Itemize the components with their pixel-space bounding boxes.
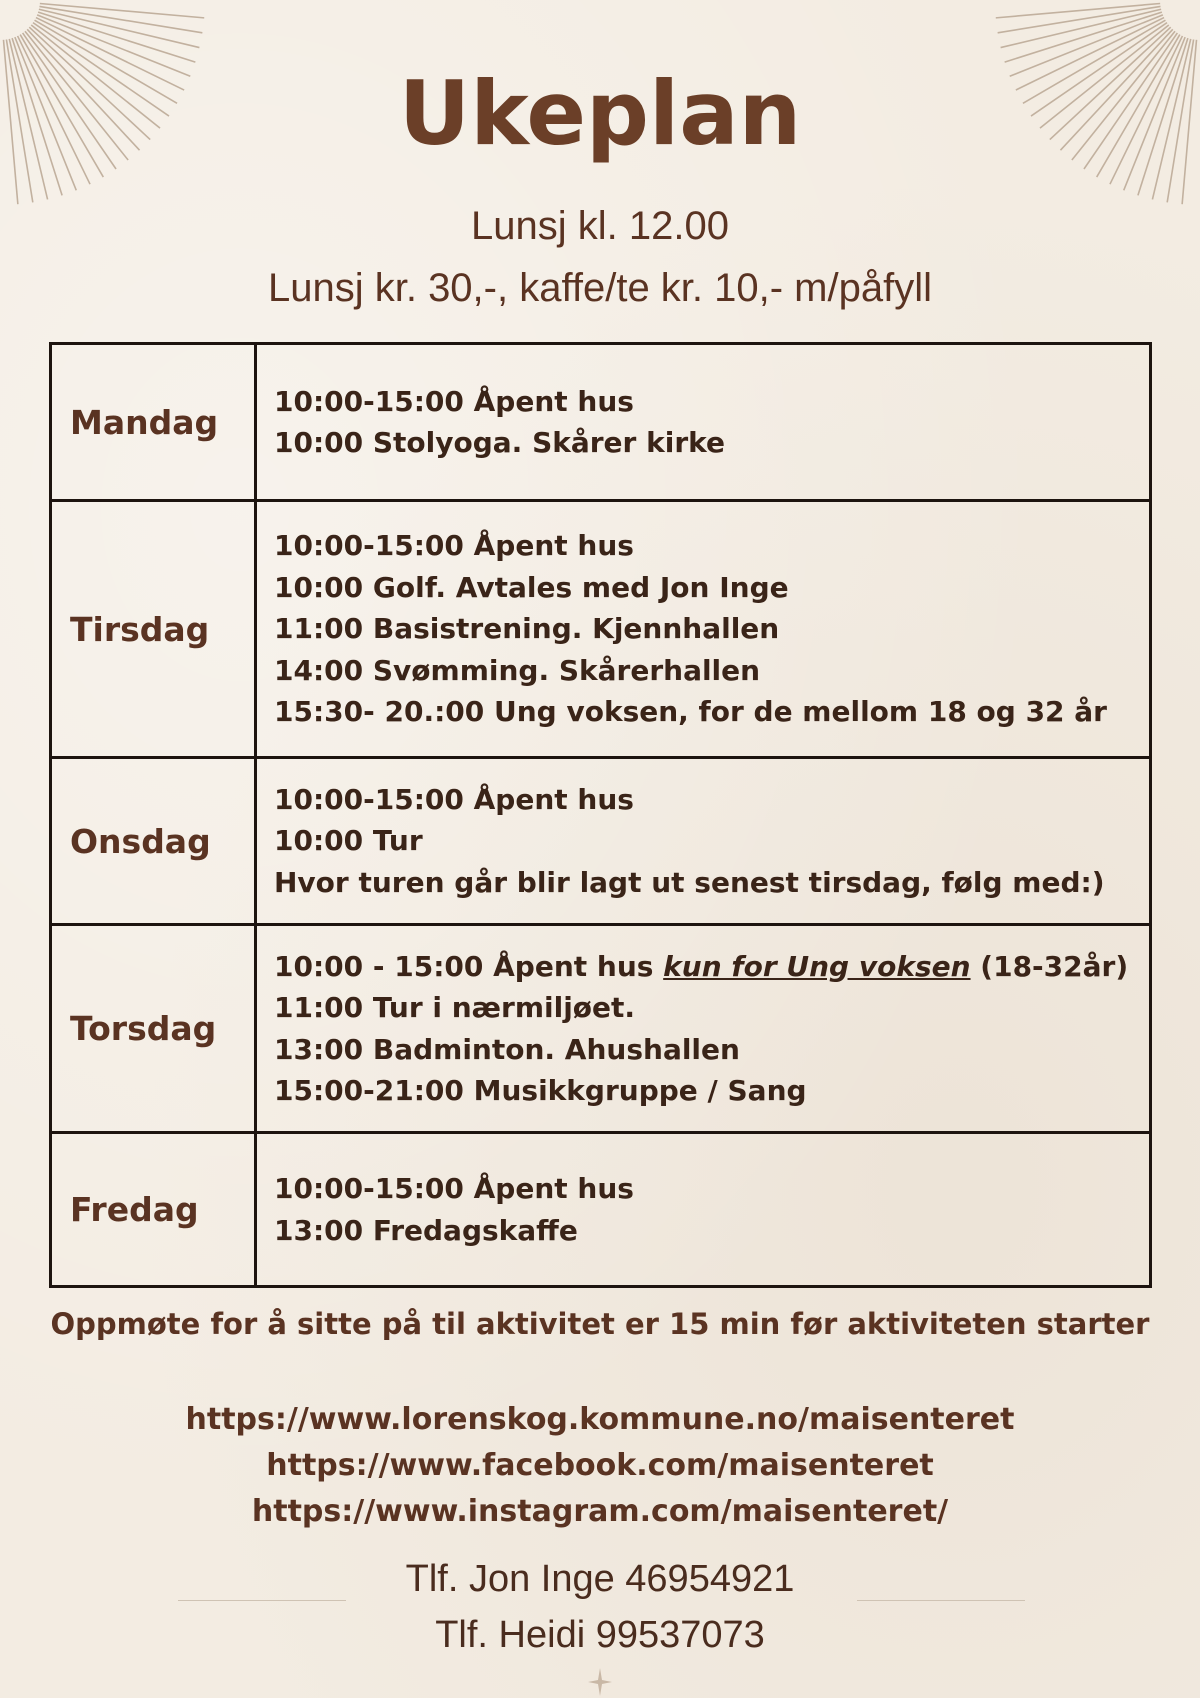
activity-item: 15:30- 20.:00 Ung voksen, for de mellom 18 og 32 år	[274, 695, 1107, 729]
attendance-note: Oppmøte for å sitte på til aktivitet er 15 min før aktiviteten starter	[50, 1307, 1150, 1341]
page-title: Ukeplan	[398, 62, 802, 165]
day-label: Onsdag	[51, 758, 256, 925]
activity-item: 14:00 Svømming. Skårerhallen	[274, 653, 761, 687]
link-list	[0, 1397, 1200, 1535]
activity-item: 11:00 Tur i nærmiljøet.	[274, 991, 636, 1024]
contact-phone: Tlf. Heidi 99537073	[435, 1614, 765, 1656]
activity-item	[274, 946, 1149, 988]
activity-item: 15:00-21:00 Musikkgruppe / Sang	[274, 1074, 807, 1107]
day-label: Mandag	[51, 344, 256, 501]
activity-list	[256, 1133, 1151, 1287]
activity-item: 13:00 Badminton. Ahushallen	[274, 1032, 740, 1066]
activity-item: 10:00-15:00 Åpent hus	[274, 1172, 634, 1205]
table-row-mandag	[51, 344, 1151, 501]
sparkle-icon	[586, 1666, 614, 1698]
day-label: Tirsdag	[51, 501, 256, 758]
lunch-time: Lunsj kl. 12.00	[471, 204, 729, 248]
activity-list	[256, 925, 1151, 1133]
activity-item: 10:00-15:00 Åpent hus	[274, 782, 634, 816]
activity-text: (18-32år)	[970, 949, 1129, 983]
table-row-tirsdag	[51, 501, 1151, 758]
activity-item: 10:00 Stolyoga. Skårer kirke	[274, 426, 725, 459]
table-row-onsdag	[51, 758, 1151, 925]
activity-item: 10:00-15:00 Åpent hus	[274, 529, 634, 563]
activity-item: 10:00 Golf. Avtales med Jon Inge	[274, 570, 789, 604]
instagram-link[interactable]: https://www.instagram.com/maisenteret/	[251, 1494, 949, 1529]
activity-list	[256, 758, 1151, 925]
activity-text: 10:00 - 15:00 Åpent hus	[274, 949, 664, 983]
table-row-torsdag	[51, 925, 1151, 1133]
activity-list	[256, 344, 1151, 501]
day-label: Torsdag	[51, 925, 256, 1133]
emphasis-text: kun for Ung voksen	[663, 949, 971, 983]
contact-phone: Tlf. Jon Inge 46954921	[405, 1558, 795, 1600]
activity-list	[256, 501, 1151, 758]
day-label: Fredag	[51, 1133, 256, 1287]
activity-item: 10:00 Tur	[274, 824, 423, 858]
schedule-table	[49, 342, 1152, 1288]
activity-item: 10:00-15:00 Åpent hus	[274, 384, 634, 418]
website-link[interactable]: https://www.lorenskog.kommune.no/maisenteret	[185, 1402, 1015, 1437]
activity-item: 13:00 Fredagskaffe	[274, 1213, 578, 1247]
table-row-fredag	[51, 1133, 1151, 1287]
activity-item: 11:00 Basistrening. Kjennhallen	[274, 612, 780, 646]
lunch-price: Lunsj kr. 30,-, kaffe/te kr. 10,- m/påfyll	[267, 266, 932, 310]
facebook-link[interactable]: https://www.facebook.com/maisenteret	[266, 1448, 934, 1483]
activity-item: Hvor turen går blir lagt ut senest tirsdag, følg med:)	[274, 865, 1105, 899]
